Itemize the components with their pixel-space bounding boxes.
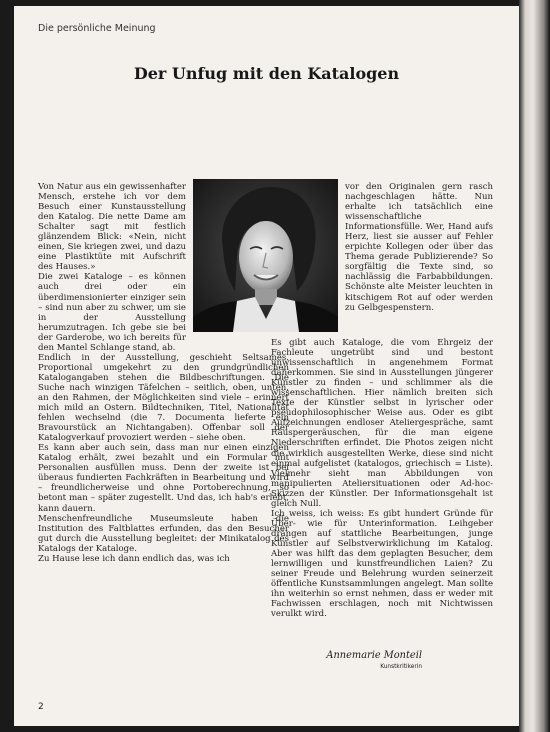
book-spine-edge [519, 0, 550, 732]
article-paragraph: Zu Hause lese ich dann endlich das, was ich [38, 553, 230, 564]
article-paragraph: Von Natur aus ein gewissenhafter Mensch, erstehe ich vor dem Besuch einer Kunstausstellung den Katalog. Die nette Dame am Schalter sagt mit festlich glänzendem Blick: «Nein, nicht einen, Sie kriegen zwei, und dazu eine Plastiktüte mit Aufschrift des Hauses.» [38, 182, 186, 273]
magazine-page [14, 6, 519, 726]
article-paragraph: Es kann aber auch sein, dass man nur einen einzigen Katalog erhält, zwei bezahlt und ein Formular mit Personalien ausfüllen muss. Denn der zweite ist bei überaus fundierten Fachkräften in Bearbeitung und wird – freundlicherweise und ohne Portoberechnung, so betont man – später zugestellt. Und das, ich hab's erlebt, kann dauern. [38, 443, 289, 514]
article-title: Der Unfug mit den Katalogen [133, 64, 400, 83]
article-paragraph: Die zwei Kataloge – es können auch drei oder ein überdimensionierter einziger sein – sind nun aber zu schwer, um sie in der Ausstellung herumzutragen. Ich gebe sie bei der Garderobe, wo ich bereits für den Mantel Schlange stand, ab. [38, 272, 186, 353]
article-paragraph: Menschenfreundliche Museumsleute haben die Institution des Faltblattes erfunden, das den Besucher gut durch die Ausstellung begleitet: der Minikatalog des Katalogs der Kataloge. [38, 513, 289, 554]
article-paragraph: Es gibt auch Kataloge, die vom Ehrgeiz der Fachleute ungetrübt sind und bestont unwissenschaftlich in angenehmem Format daherkommen. Sie sind in Ausstellungen jüngerer Künstler zu finden – und schlimmer als die wissenschaftlichen. Hier nämlich breiten sich Texte der Künstler selbst in lyrischer oder pseudophilosophischer Weise aus. Oder es gibt Aufzeichnungen endloser Ateliergespräche, samt Räuspergeräuschen, für die man eigene Niederschriften erfindet. Die Photos zeigen nicht die wirklich ausgestellten Werke, diese sind nicht einmal aufgelistet (katalogos, griechisch = Liste). Vielmehr sieht man Abbildungen von manipulierten Ateliersituationen oder Ad-hoc-Skizzen der Künstler. Der Informationsgehalt ist gleich Null. [271, 338, 493, 509]
section-label: Die persönliche Meinung [38, 23, 156, 34]
author-signature: Annemarie Monteil [326, 650, 422, 661]
article-paragraph: Ich weiss, ich weiss: Es gibt hundert Gründe für Über- wie für Unterinformation. Leihgeber drängen auf stattliche Bearbeitungen, junge Künstler auf Selbstverwirklichung im Katalog. Aber was hilft das dem geplagten Besucher, dem lernwilligen und kunstfreundlichen Laien? Zu seiner Freude und Belehrung wurden seinerzeit öffentliche Kunstsammlungen angelegt. Man sollte ihn weiterhin so ernst nehmen, dass er weder mit Fachwissen erschlagen, noch mit Nichtwissen verulkt wird. [271, 508, 493, 620]
author-role: Kunstkritikerin [380, 664, 422, 670]
article-column-left [38, 182, 289, 564]
article-column-right [345, 182, 493, 313]
article-column-right-lower [271, 338, 493, 619]
page-number: 2 [38, 702, 44, 712]
article-paragraph: vor den Originalen gern rasch nachgeschlagen hätte. Nun erhalte ich tatsächlich eine wissenschaftliche Informationsfülle. Wer, Hand aufs Herz, liest sie ausser auf Fehler erpichte Kollegen oder über das Thema gerade Publizierende? So sorgfältig die Texte sind, so nachlässig die Farbabbildungen. Schönste alte Meister leuchten in kitschigem Rot auf oder werden zu Gelbgespenstern. [345, 182, 493, 313]
article-paragraph: Endlich in der Ausstellung, geschieht Seltsames. Proportional umgekehrt zu den grundgründlichen Katalogangaben stehen die Bildbeschriftungen. Die Suche nach winzigen Täfelchen – seitlich, oben, unten, an den Rahmen, der Möglichkeiten sind viele – erinnert mich mild an Ostern. Bildtechniken, Titel, Nationalität fehlen wechselnd (die 7. Documenta lieferte ein Bravourstück an Nichtangaben). Offenbar soll der Katalogverkauf provoziert werden – siehe oben. [38, 352, 289, 444]
